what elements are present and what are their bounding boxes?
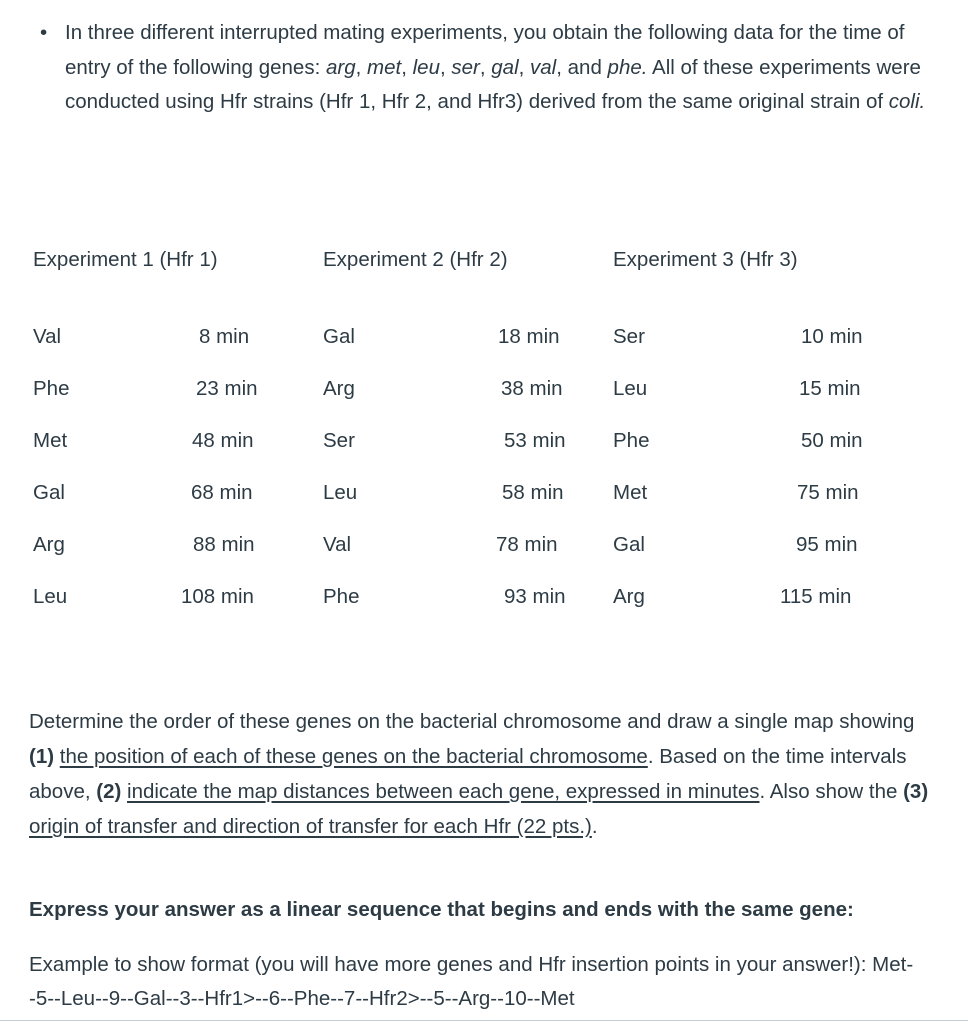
- exp2-gene: Ser: [323, 429, 355, 452]
- question-paragraph: Determine the order of these genes on the bacterial chromosome and draw a single map showing (1) the position of each of these genes on the bacterial chromosome. Based on the time intervals above, (2) indicate the map distances between each gene, expressed in minutes. Also show the (3) origin of transfer and direction of transfer for each Hfr (22 pts.).: [29, 710, 929, 838]
- exp1-gene: Gal: [33, 481, 65, 504]
- exp3-gene: Phe: [613, 429, 650, 452]
- exp2-gene: Val: [323, 533, 352, 556]
- exp1-gene: Arg: [33, 533, 65, 556]
- exp2-gene: Phe: [323, 585, 360, 608]
- experiment-2-header: Experiment 2 (Hfr 2): [323, 248, 508, 271]
- exp3-time: 10 min: [801, 325, 863, 348]
- exp3-gene: Gal: [613, 533, 645, 556]
- exp1-gene: Met: [33, 429, 68, 452]
- experiment-3-header: Experiment 3 (Hfr 3): [613, 248, 798, 271]
- exp3-gene: Met: [613, 481, 648, 504]
- exp1-time: 68 min: [191, 481, 253, 504]
- exp2-time: 78 min: [496, 533, 558, 556]
- intro-text: In three different interrupted mating experiments, you obtain the following data for the time of entry of the following genes: arg, met, leu, ser, gal, val, and phe. All of these experiments were conducted using Hfr strains (Hfr 1, Hfr 2, and Hfr3) derived from the same original strain of coli.: [65, 21, 926, 113]
- exp3-time: 95 min: [796, 533, 858, 556]
- answer-prompt: Express your answer as a linear sequence that begins and ends with the same gene:: [29, 898, 854, 921]
- exp2-time: 58 min: [502, 481, 564, 504]
- exp1-time: 23 min: [196, 377, 258, 400]
- exp3-time: 15 min: [799, 377, 861, 400]
- exp2-time: 93 min: [504, 585, 566, 608]
- bullet-icon: •: [40, 21, 48, 44]
- exp3-time: 115 min: [780, 585, 852, 608]
- exp1-time: 8 min: [199, 325, 250, 348]
- exp1-gene: Phe: [33, 377, 70, 400]
- exp2-gene: Leu: [323, 481, 358, 504]
- exp2-time: 18 min: [498, 325, 560, 348]
- exp1-time: 108 min: [181, 585, 254, 608]
- exp2-time: 53 min: [504, 429, 566, 452]
- exp3-time: 75 min: [797, 481, 859, 504]
- exp3-gene: Leu: [613, 377, 648, 400]
- exp2-gene: Gal: [323, 325, 355, 348]
- exp3-time: 50 min: [801, 429, 863, 452]
- exp1-gene: Leu: [33, 585, 68, 608]
- experiment-1-header: Experiment 1 (Hfr 1): [33, 248, 218, 271]
- example-format: Example to show format (you will have more genes and Hfr insertion points in your answer!): Met--5--Leu--9--Gal--3--Hfr1>--6--Phe--7--Hfr2>--5--Arg--10--Met: [29, 953, 914, 1010]
- exp1-gene: Val: [33, 325, 62, 348]
- intro-paragraph: [36, 16, 936, 120]
- divider: [0, 1020, 968, 1021]
- exp2-gene: Arg: [323, 377, 355, 400]
- exp2-time: 38 min: [501, 377, 563, 400]
- exp3-gene: Ser: [613, 325, 645, 348]
- exp1-time: 48 min: [192, 429, 254, 452]
- exp1-time: 88 min: [193, 533, 255, 556]
- exp3-gene: Arg: [613, 585, 645, 608]
